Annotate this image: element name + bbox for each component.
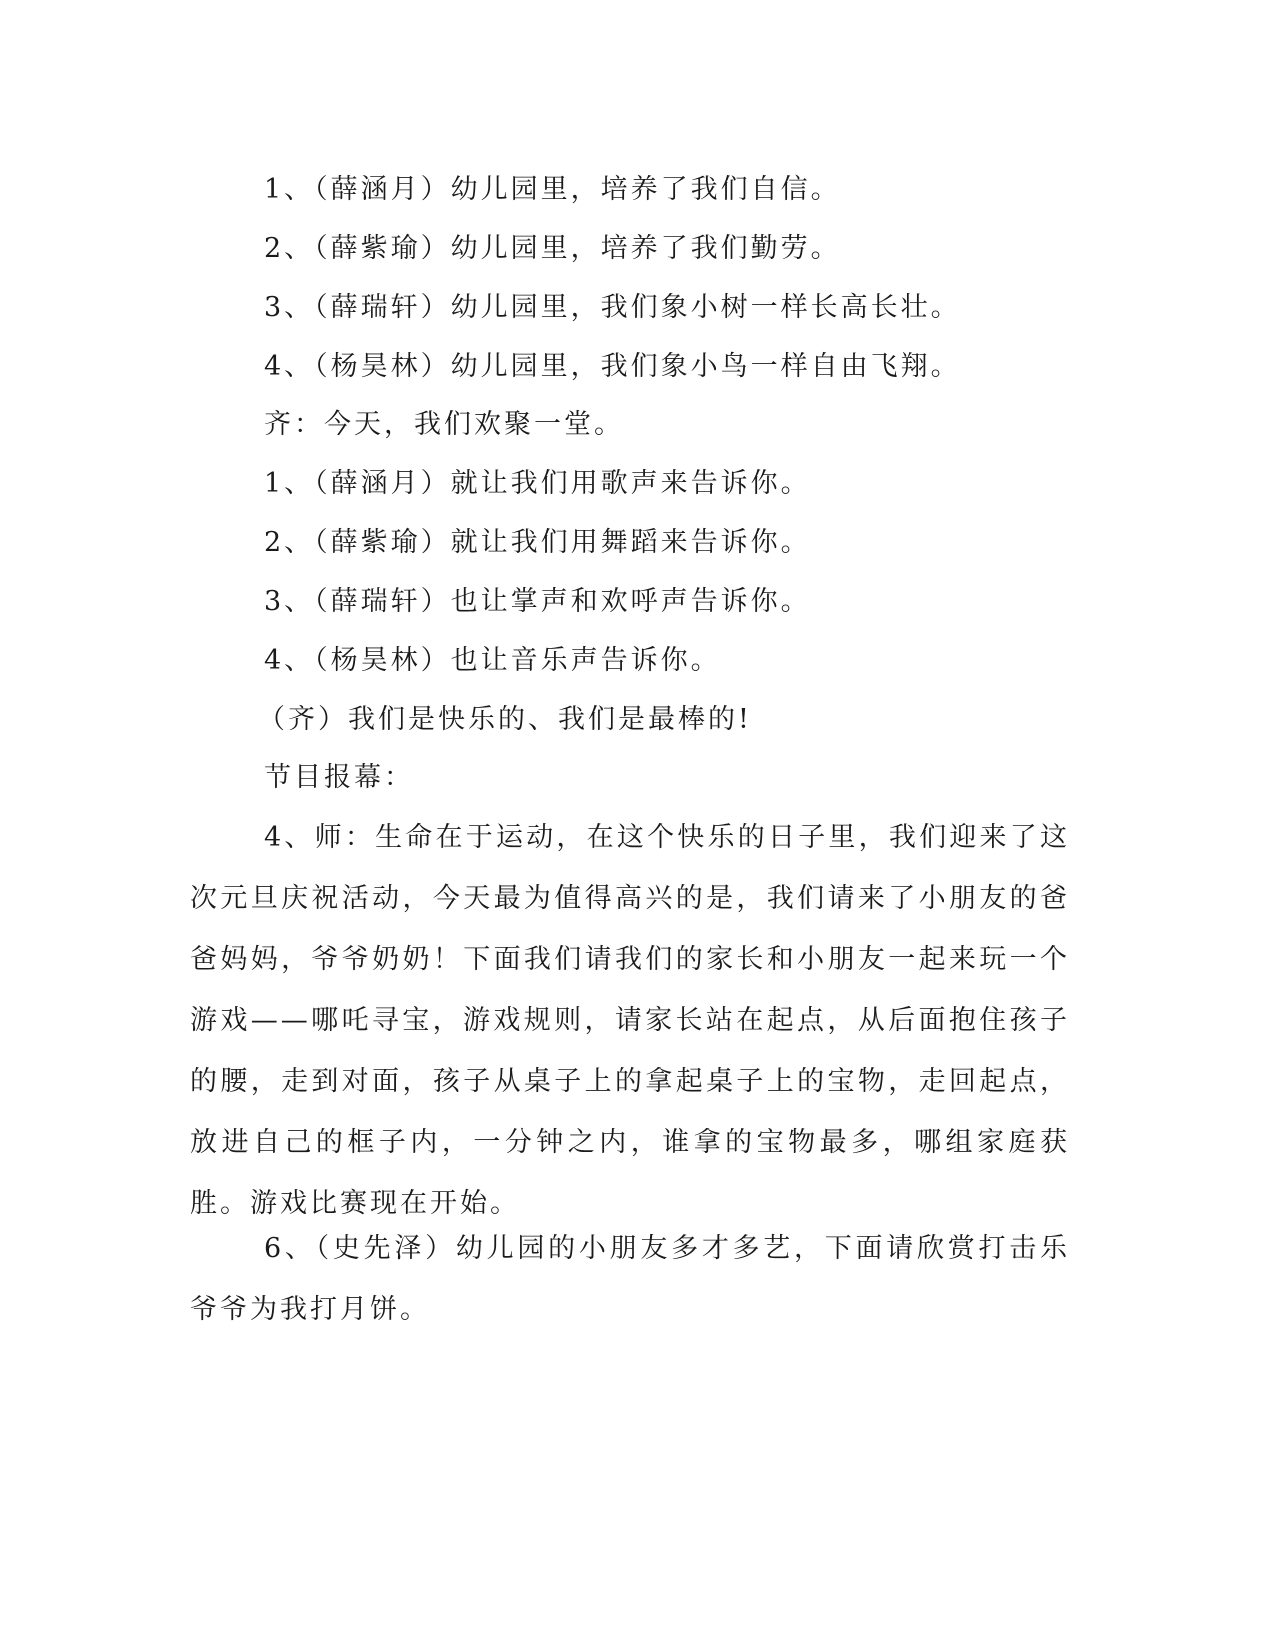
section-heading: 节目报幕： (264, 762, 414, 793)
script-line: 1、（薛涵月）就让我们用歌声来告诉你。 (264, 468, 811, 499)
script-line: 齐：今天，我们欢聚一堂。 (264, 409, 624, 440)
script-line: 1、（薛涵月）幼儿园里，培养了我们自信。 (264, 174, 841, 205)
script-line: （齐）我们是快乐的、我们是最棒的! (258, 704, 752, 735)
script-line: 3、（薛瑞轩）也让掌声和欢呼声告诉你。 (264, 586, 811, 617)
script-line: 3、（薛瑞轩）幼儿园里，我们象小树一样长高长壮。 (264, 292, 961, 323)
script-line: 2、（薛紫瑜）就让我们用舞蹈来告诉你。 (264, 527, 811, 558)
script-line: 2、（薛紫瑜）幼儿园里，培养了我们勤劳。 (264, 233, 841, 264)
script-line: 4、（杨昊林）幼儿园里，我们象小鸟一样自由飞翔。 (264, 351, 961, 382)
script-line: 4、（杨昊林）也让音乐声告诉你。 (264, 645, 721, 676)
paragraph-game: 4、师：生命在于运动，在这个快乐的日子里，我们迎来了这次元旦庆祝活动，今天最为值得高兴的是，我们请来了小朋友的爸爸妈妈，爷爷奶奶！下面我们请我们的家长和小朋友一起来玩一个游戏——哪吒寻宝，游戏规则，请家长站在起点，从后面抱住孩子的腰，走到对面，孩子从桌子上的拿起桌子上的宝物，走回起点，放进自己的框子内，一分钟之内，谁拿的宝物最多，哪组家庭获胜。游戏比赛现在开始。 (190, 822, 1070, 1219)
paragraph-performance: 6、（史先泽）幼儿园的小朋友多才多艺，下面请欣赏打击乐爷爷为我打月饼。 (190, 1233, 1070, 1325)
